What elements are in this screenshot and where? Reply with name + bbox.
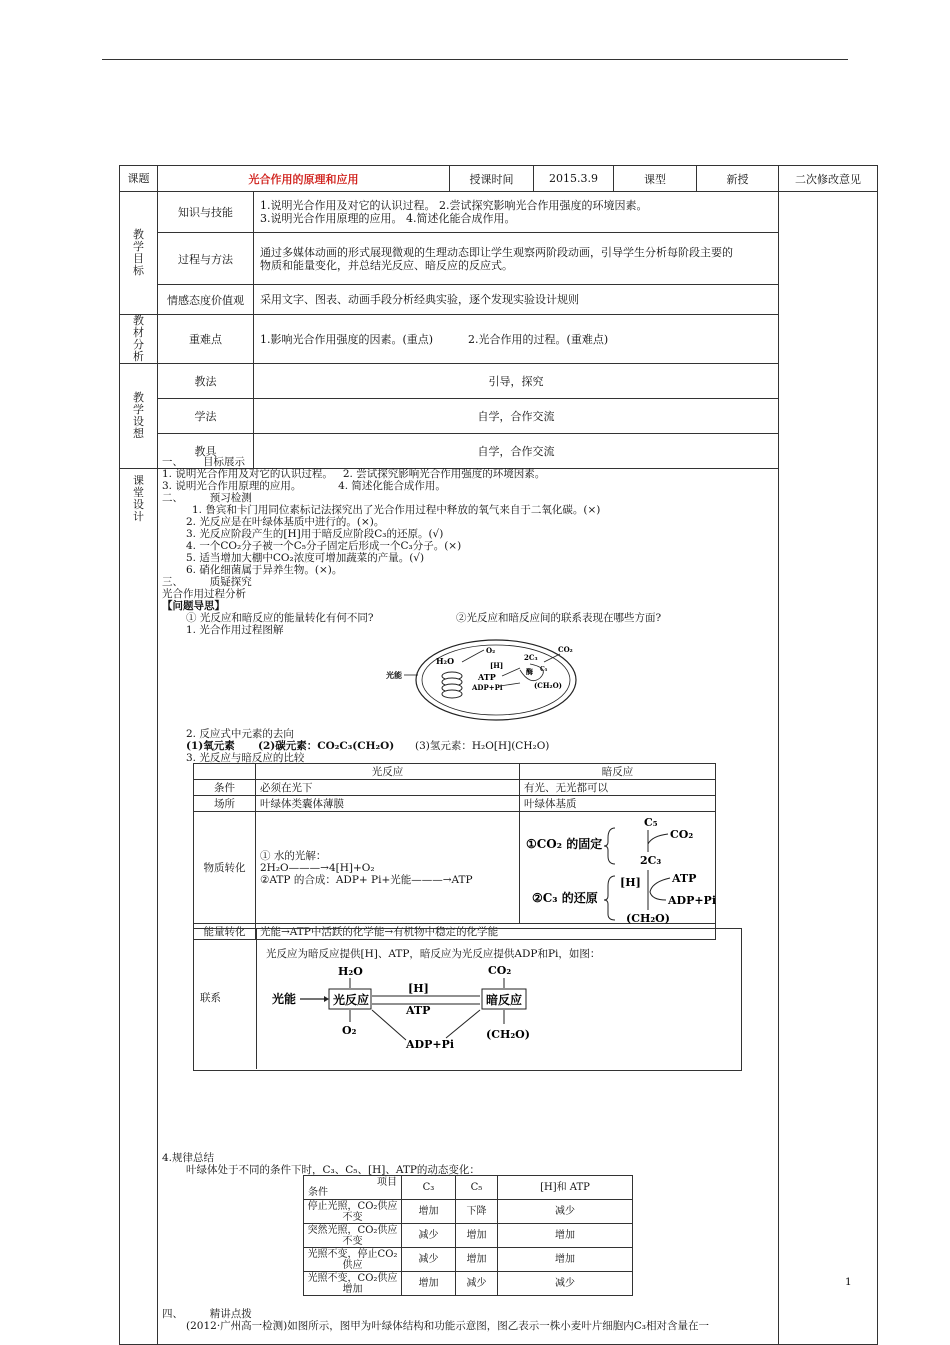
- label-ch2o: (CH₂O): [534, 681, 562, 690]
- rule-hatp: 减少: [498, 1272, 633, 1296]
- goal-text: 1.说明光合作用及对它的认识过程。 2.尝试探究影响光合作用强度的环境因素。: [260, 199, 648, 212]
- design-row: [120, 364, 878, 399]
- label-type: 课型: [614, 166, 697, 192]
- rule-c3: 减少: [402, 1248, 456, 1272]
- rule-col-header: C₃: [402, 1176, 456, 1200]
- example-text: (2012·广州高一检测)如图所示，图甲为叶绿体结构和功能示意图，图乙表示一株小麦叶片细胞内C₃相对含量在一: [186, 1320, 709, 1332]
- design-label: 教法: [158, 364, 254, 399]
- arrow-adp-out: [372, 1010, 406, 1040]
- label-topic: 课题: [120, 166, 158, 192]
- link-light: 光能: [272, 992, 297, 1006]
- label-c5: C₅: [540, 666, 548, 673]
- design-text: 自学，合作交流: [254, 399, 779, 434]
- question-item: ②光反应和暗反应间的联系表现在哪些方面?: [456, 612, 662, 624]
- lesson-date: 2015.3.9: [534, 166, 614, 192]
- material-line: ②ATP 的合成：ADP+ Pi+光能———→ATP: [260, 873, 473, 886]
- design-label: 教具: [158, 434, 254, 469]
- section-design: 教学设想: [120, 364, 158, 469]
- analysis-label: 重难点: [158, 315, 254, 364]
- rule-header-item: 项目: [377, 1177, 397, 1188]
- rule-row: [304, 1248, 633, 1272]
- rule-c3: 增加: [402, 1272, 456, 1296]
- reaction-heading: 2. 反应式中元素的去向: [186, 728, 294, 740]
- goal-line: 1. 说明光合作用及对它的认识过程。 2. 尝试探究影响光合作用强度的环境因素。: [162, 468, 546, 480]
- rule-row: [304, 1224, 633, 1248]
- label-co2: CO₂: [558, 645, 573, 654]
- compare-light: 叶绿体类囊体薄膜: [256, 796, 520, 812]
- check-item: 1. 鲁宾和卡门用同位素标记法探究出了光合作用过程中释放的氧气来自于二氧化碳。(×): [192, 504, 601, 516]
- link-atp: ATP: [406, 1004, 431, 1017]
- rule-c5: 增加: [456, 1248, 498, 1272]
- label-2c3: 2C₃: [640, 854, 662, 867]
- label-co2: CO₂: [670, 828, 694, 841]
- rule-cond: 突然光照，CO₂供应不变: [304, 1224, 402, 1248]
- rule-row: [304, 1200, 633, 1224]
- check-item: 2. 光反应是在叶绿体基质中进行的。(×)。: [186, 516, 385, 528]
- rule-c3: 增加: [402, 1200, 456, 1224]
- compare-label: 物质转化: [194, 812, 256, 924]
- label-h: [H]: [620, 876, 641, 889]
- goal-row-attitude: [120, 285, 878, 315]
- material-line: ① 水的光解：: [260, 849, 327, 862]
- goal-row-knowledge: [120, 192, 878, 233]
- subsection-heading: 光合作用过程分析: [162, 588, 246, 600]
- rule-cond: 光照不变，停止CO₂供应: [304, 1248, 402, 1272]
- rule-header-cond: 条件: [308, 1187, 328, 1198]
- check-item: 6. 硝化细菌属于异养生物。(×)。: [186, 564, 343, 576]
- rule-hatp: 增加: [498, 1224, 633, 1248]
- design-label: 学法: [158, 399, 254, 434]
- goal-text: 物质和能量变化，并总结光反应、暗反应的反应式。: [260, 258, 513, 272]
- carbon-element: (2)碳元素：CO₂C₃(CH₂O): [258, 740, 395, 752]
- goal-label: 情感态度价值观: [158, 285, 254, 315]
- compare-row: [194, 780, 716, 796]
- arrow-atp-adp: [650, 878, 670, 900]
- header-row: [120, 166, 878, 192]
- label-time: 授课时间: [450, 166, 534, 192]
- compare-light: 必须在光下: [256, 780, 520, 796]
- rule-header-row: [304, 1176, 633, 1200]
- label-enzyme: 酶: [526, 667, 533, 676]
- rule-c3: 减少: [402, 1224, 456, 1248]
- compare-table: [193, 763, 716, 940]
- lesson-title: 光合作用的原理和应用: [158, 166, 450, 192]
- brace-reduction: [604, 876, 615, 920]
- question-item: ① 光反应和暗反应的能量转化有何不同?: [186, 612, 374, 624]
- section-analysis: 教材分析: [120, 315, 158, 364]
- rule-hatp: 增加: [498, 1248, 633, 1272]
- goal-text: 通过多媒体动画的形式展现微观的生理动态即让学生观察两阶段动画，引导学生分析每阶段主要的: [260, 245, 733, 259]
- label-revision: 二次修改意见: [779, 166, 878, 192]
- label-h: [H]: [490, 661, 504, 670]
- design-text: 自学，合作交流: [254, 434, 779, 469]
- goal-label: 过程与方法: [158, 233, 254, 285]
- arrow-adp: [500, 683, 520, 686]
- arrow-atp: [502, 668, 520, 676]
- link-h2o: H₂O: [338, 965, 363, 978]
- label-co2-fixation: ①CO₂ 的固定: [526, 837, 603, 851]
- label-o2: O₂: [486, 646, 496, 655]
- label-light: 光能: [386, 670, 402, 680]
- rule-c5: 减少: [456, 1272, 498, 1296]
- hydrogen-element: (3)氢元素：H₂O[H](CH₂O): [415, 740, 550, 752]
- rule-cond: 光照不变，CO₂供应增加: [304, 1272, 402, 1296]
- oxygen-element: (1)氧元素: [186, 740, 235, 752]
- photosynthesis-diagram: [380, 638, 580, 724]
- section-heading: 二、 预习检测: [162, 492, 252, 504]
- check-item: 4. 一个CO₂分子被一个C₅分子固定后形成一个C₃分子。(×): [186, 540, 462, 552]
- compare-heading: 3. 光反应与暗反应的比较: [186, 752, 305, 764]
- label-adp: ADP+Pi: [668, 894, 716, 907]
- relationship-divider: [256, 928, 257, 1069]
- label-atp: ATP: [672, 872, 697, 885]
- link-h: [H]: [408, 982, 429, 995]
- link-text: 光反应为暗反应提供[H]、ATP，暗反应为光反应提供ADP和Pi，如图：: [266, 948, 601, 960]
- compare-label: 场所: [194, 796, 256, 812]
- link-dark-reaction: 暗反应: [486, 993, 523, 1007]
- link-ch2o: (CH₂O): [486, 1028, 530, 1041]
- rule-c5: 下降: [456, 1200, 498, 1224]
- rule-intro: 叶绿体处于不同的条件下时，C₃、C₅、[H]、ATP的动态变化：: [186, 1164, 480, 1176]
- brace-fixation: [604, 828, 615, 864]
- check-item: 5. 适当增加大棚中CO₂浓度可增加蔬菜的产量。(√): [186, 552, 425, 564]
- compare-label: 条件: [194, 780, 256, 796]
- diagram-caption: 1. 光合作用过程图解: [186, 624, 284, 636]
- label-adp: ADP+Pi: [472, 683, 503, 692]
- arrow-adp-in: [446, 1010, 480, 1038]
- compare-dark: 叶绿体基质: [520, 796, 716, 812]
- link-o2: O₂: [342, 1024, 357, 1037]
- thylakoid-stack: [442, 672, 462, 698]
- label-atp: ATP: [478, 672, 496, 682]
- design-text: 引导，探究: [254, 364, 779, 399]
- compare-row-material: [194, 812, 716, 924]
- header-rule: [102, 59, 848, 60]
- label-ch2o: (CH₂O): [626, 912, 670, 924]
- section-heading: 一、 目标展示: [162, 456, 246, 468]
- rule-col-header: C₅: [456, 1176, 498, 1200]
- goal-line: 3. 说明光合作用原理的应用。 4. 简述化能合成作用。: [162, 480, 446, 492]
- chloroplast-outline: [416, 640, 576, 720]
- rule-c5: 增加: [456, 1224, 498, 1248]
- compare-label: 能量转化: [194, 924, 256, 940]
- analysis-text: 1.影响光合作用强度的因素。(重点) 2.光合作用的过程。(重难点): [254, 315, 779, 364]
- label-c5: C₅: [644, 816, 658, 829]
- link-light-reaction: 光反应: [333, 993, 370, 1007]
- section-heading: 三、 质疑探究: [162, 576, 252, 588]
- section-classroom: 课堂设计: [120, 469, 158, 1345]
- rule-col-header: [H]和 ATP: [498, 1176, 633, 1200]
- section-heading: 四、 精讲点拨: [162, 1308, 252, 1320]
- label-c3-reduction: ②C₃ 的还原: [532, 891, 598, 905]
- energy-text: 光能→ATP中活跃的化学能→有机物中稳定的化学能: [256, 924, 716, 940]
- rule-row: [304, 1272, 633, 1296]
- link-adp: ADP+Pi: [406, 1038, 455, 1051]
- arrowhead: [324, 996, 329, 1002]
- rule-hatp: 减少: [498, 1200, 633, 1224]
- analysis-row: [120, 315, 878, 364]
- rule-cond: 停止光照，CO₂供应不变: [304, 1200, 402, 1224]
- compare-header: 暗反应: [520, 764, 716, 780]
- goal-row-process: [120, 233, 878, 285]
- revision-column: [779, 192, 878, 1345]
- page-number: 1: [845, 1276, 852, 1288]
- goal-text: 3.说明光合作用原理的应用。 4.简述化能合成作用。: [260, 212, 516, 225]
- check-item: 3. 光反应阶段产生的[H]用于暗反应阶段C₃的还原。(√): [186, 528, 444, 540]
- compare-row: [194, 796, 716, 812]
- design-row: [120, 399, 878, 434]
- arrow-o2: [462, 650, 484, 662]
- compare-header: 光反应: [256, 764, 520, 780]
- rule-heading: 4.规律总结: [162, 1152, 215, 1164]
- dark-reaction-diagram: [520, 812, 716, 924]
- section-goals: 教学目标: [120, 192, 158, 315]
- label-c3: 2C₃: [524, 653, 538, 662]
- lesson-type: 新授: [697, 166, 779, 192]
- link-label: 联系: [200, 992, 221, 1004]
- goal-label: 知识与技能: [158, 192, 254, 233]
- material-line: 2H₂O———→4[H]+O₂: [260, 861, 375, 874]
- link-co2: CO₂: [488, 964, 512, 977]
- rule-table: [303, 1175, 633, 1296]
- compare-dark: 有光、无光都可以: [520, 780, 716, 796]
- goal-text: 采用文字、图表、动画手段分析经典实验，逐个发现实验设计规则: [254, 285, 779, 315]
- arrow-co2-in: [648, 834, 668, 844]
- label-h2o: H₂O: [436, 656, 455, 666]
- question-heading: 【问题导思】: [162, 600, 225, 612]
- relationship-diagram: [266, 960, 546, 1052]
